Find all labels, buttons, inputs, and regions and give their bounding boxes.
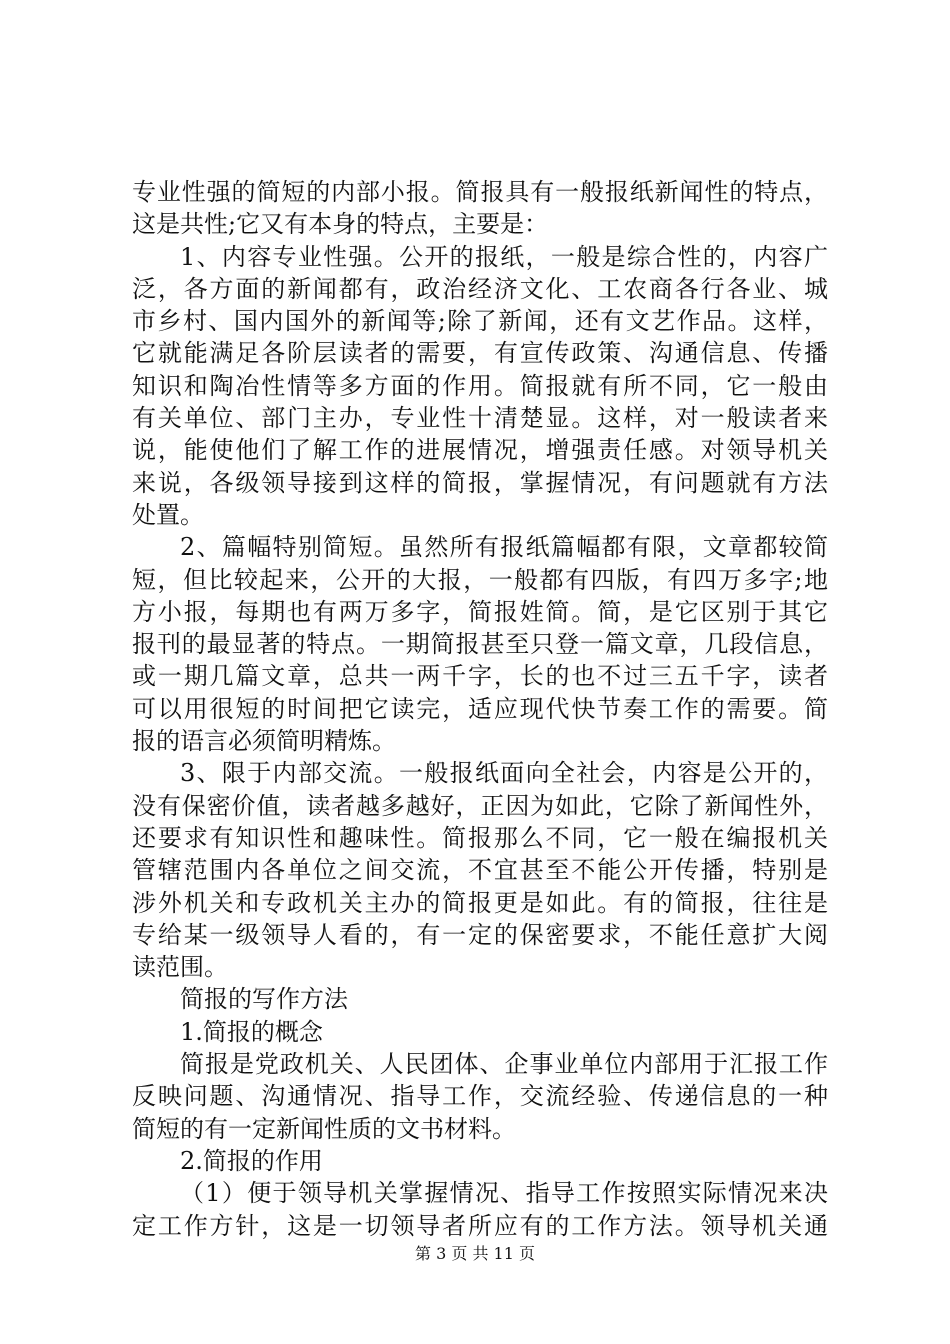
text-line: 没有保密价值，读者越多越好，正因为如此，它除了新闻性外， (132, 791, 828, 820)
text-line: 定工作方针，这是一切领导者所应有的工作方法。领导机关通 (132, 1211, 828, 1240)
text-line: 它就能满足各阶层读者的需要，有宣传政策、沟通信息、传播 (132, 339, 828, 368)
text-line: 1、内容专业性强。公开的报纸，一般是综合性的，内容广 (180, 242, 828, 271)
text-line: 报的语言必须简明精炼。 (132, 727, 396, 756)
text-line: 泛，各方面的新闻都有，政治经济文化、工农商各行各业、城 (132, 274, 828, 303)
text-line: 市乡村、国内国外的新闻等;除了新闻，还有文艺作品。这样， (132, 307, 828, 336)
text-line: 可以用很短的时间把它读完，适应现代快节奏工作的需要。简 (132, 694, 828, 723)
text-line: 处置。 (132, 500, 204, 529)
text-line: 反映问题、沟通情况、指导工作，交流经验、传递信息的一种 (132, 1082, 828, 1111)
text-line: 这是共性;它又有本身的特点，主要是： (132, 210, 549, 239)
document-body (132, 176, 828, 1242)
text-line: 来说，各级领导接到这样的简报，掌握情况，有问题就有方法 (132, 468, 828, 497)
text-line: 管辖范围内各单位之间交流，不宜甚至不能公开传播，特别是 (132, 856, 828, 885)
text-line: 读范围。 (132, 953, 228, 982)
text-line: 有关单位、部门主办，专业性十清楚显。这样，对一般读者来 (132, 404, 828, 433)
text-line: 知识和陶冶性情等多方面的作用。简报就有所不同，它一般由 (132, 371, 828, 400)
text-line: （1）便于领导机关掌握情况、指导工作按照实际情况来决 (180, 1179, 828, 1208)
text-line: 说，能使他们了解工作的进展情况，增强责任感。对领导机关 (132, 436, 828, 465)
text-line: 涉外机关和专政机关主办的简报更是如此。有的简报，往往是 (132, 888, 828, 917)
text-line: 1.简报的概念 (180, 1017, 323, 1046)
text-line: 方小报，每期也有两万多字，简报姓简。简，是它区别于其它 (132, 597, 828, 626)
text-line: 简报是党政机关、人民团体、企事业单位内部用于汇报工作 (180, 1050, 828, 1079)
text-line: 报刊的最显著的特点。一期简报甚至只登一篇文章，几段信息， (132, 630, 828, 659)
page-footer: 第 3 页 共 11 页 (415, 1244, 535, 1263)
text-line: 短，但比较起来，公开的大报，一般都有四版，有四万多字;地 (132, 565, 828, 594)
text-line: 或一期几篇文章，总共一两千字，长的也不过三五千字，读者 (132, 662, 828, 691)
text-line: 3、限于内部交流。一般报纸面向全社会，内容是公开的， (180, 759, 828, 788)
text-line: 2.简报的作用 (180, 1146, 323, 1175)
text-line: 2、篇幅特别简短。虽然所有报纸篇幅都有限，文章都较简 (180, 533, 828, 562)
text-line: 简报的写作方法 (180, 985, 348, 1014)
text-line: 专业性强的简短的内部小报。简报具有一般报纸新闻性的特点， (132, 178, 828, 206)
text-line: 简短的有一定新闻性质的文书材料。 (132, 1114, 516, 1143)
text-line: 专给某一级领导人看的，有一定的保密要求，不能任意扩大阅 (132, 920, 828, 949)
text-line: 还要求有知识性和趣味性。简报那么不同，它一般在编报机关 (132, 823, 828, 852)
